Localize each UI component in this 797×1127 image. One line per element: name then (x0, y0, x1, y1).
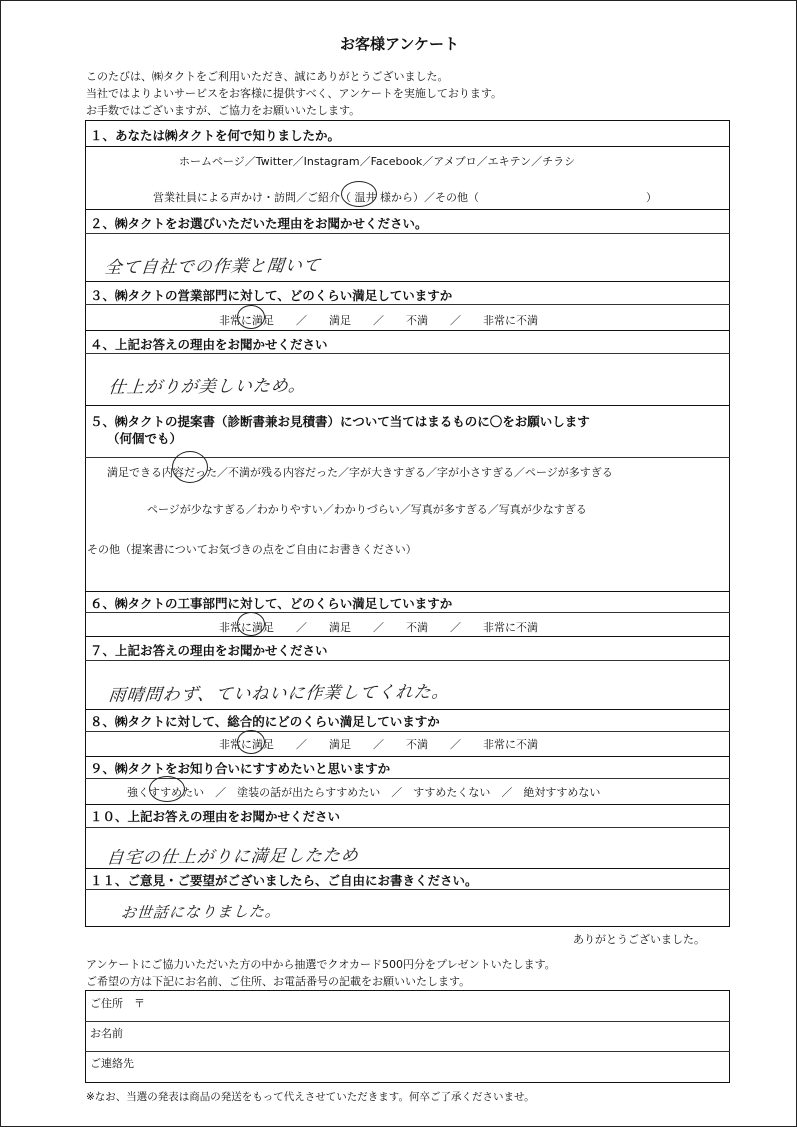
divider (85, 281, 730, 282)
q5-options-line1: 満足できる内容だった／不満が残る内容だった／字が大きすぎる／字が小さすぎる／ページが多すぎる (107, 466, 613, 479)
divider (85, 233, 730, 234)
selection-circle (237, 612, 265, 636)
thanks-text: ありがとうございました。 (573, 933, 705, 946)
divider (85, 636, 730, 637)
q7-handwritten-answer: 雨晴問わず、ていねいに作業してくれた。 (107, 682, 451, 706)
selection-circle (149, 776, 185, 802)
q3-label: ３、㈱タクトの営業部門に対して、どのくらい満足していますか (90, 288, 453, 303)
intro-line-3: お手数ではございますが、ご協力をお願いいたします。 (86, 104, 361, 117)
address-label: ご住所 〒 (90, 997, 145, 1010)
divider (85, 353, 730, 354)
q5-label: ５、㈱タクトの提案書（診断書兼お見積書）について当てはまるものに〇をお願いします (90, 414, 590, 429)
divider (85, 304, 730, 305)
page-title: お客様アンケート (339, 35, 460, 53)
divider (85, 405, 730, 406)
q2-handwritten-answer: 全て自社での作業と聞いて (103, 255, 322, 279)
divider (85, 146, 730, 147)
phone-label: ご連絡先 (90, 1057, 134, 1070)
divider (85, 868, 730, 869)
q3-options: 非常に満足 ／ 満足 ／ 不満 ／ 非常に不満 (219, 314, 538, 327)
footnote: ※なお、当選の発表は商品の発送をもって代えさせていただきます。何卒ご了承くださいませ。 (86, 1091, 535, 1103)
selection-circle (237, 305, 265, 329)
q6-label: ６、㈱タクトの工事部門に対して、どのくらい満足していますか (90, 596, 453, 611)
q5-options-line2: ページが少なすぎる／わかりやすい／わかりづらい／写真が多すぎる／写真が少なすぎる (147, 503, 587, 516)
q5-other: その他（提案書についてお気づきの点をご自由にお書きください） (87, 543, 417, 556)
q1-close-paren: ） (646, 191, 657, 204)
intro-line-1: このたびは、㈱タクトをご利用いただき、誠にありがとうございました。 (86, 70, 449, 83)
q6-options: 非常に満足 ／ 満足 ／ 不満 ／ 非常に不満 (219, 621, 538, 634)
q8-label: ８、㈱タクトに対して、総合的にどのくらい満足していますか (90, 714, 440, 729)
divider (85, 709, 730, 710)
q1-label: １、あなたは㈱タクトを何で知りましたか。 (90, 128, 341, 143)
selection-circle (237, 730, 265, 754)
q8-options: 非常に満足 ／ 満足 ／ 不満 ／ 非常に不満 (219, 738, 538, 751)
q11-label: １１、ご意見・ご要望がございましたら、ご自由にお書きください。 (90, 873, 478, 888)
divider (85, 804, 730, 805)
q10-label: １０、上記お答えの理由をお聞かせください (90, 809, 341, 824)
campaign-line-2: ご希望の方は下記にお名前、ご住所、お電話番号の記載をお願いいたします。 (86, 975, 471, 988)
selection-circle (341, 181, 377, 207)
q2-label: ２、㈱タクトをお選びいただいた理由をお聞かせください。 (90, 216, 428, 231)
divider (85, 660, 730, 661)
name-input-line (481, 1021, 729, 1022)
intro-line-2: 当社ではよりよいサービスをお客様に提供すべく、アンケートを実施しております。 (86, 87, 503, 100)
q7-label: ７、上記お答えの理由をお聞かせください (90, 643, 328, 658)
phone-input-line (481, 1051, 729, 1052)
questions-table (85, 120, 730, 927)
selection-circle (172, 451, 208, 483)
divider (85, 591, 730, 592)
q1-options-line1: ホームページ／Twitter／Instagram／Facebook／アメブロ／エキテン／チラシ (179, 155, 576, 168)
divider (85, 330, 730, 331)
divider (85, 778, 730, 779)
divider (85, 612, 730, 613)
q9-label: ９、㈱タクトをお知り合いにすすめたいと思いますか (90, 761, 391, 776)
contact-box (85, 990, 730, 1083)
q4-label: ４、上記お答えの理由をお聞かせください (90, 337, 328, 352)
divider (85, 731, 730, 732)
q1-options-line2: 営業社員による声かけ・訪問／ご紹介（ 温井 様から）／その他（ (153, 191, 479, 204)
divider (85, 827, 730, 828)
q10-handwritten-answer: 自宅の仕上がりに満足したため (105, 845, 360, 869)
q11-handwritten-answer: お世話になりました。 (120, 902, 282, 922)
divider (85, 209, 730, 210)
divider (85, 889, 730, 890)
q5-label-sub: （何個でも） (107, 431, 183, 446)
q9-options: 強くすすめたい ／ 塗装の話が出たらすすめたい ／ すすめたくない ／ 絶対すすめない (127, 786, 601, 799)
q4-handwritten-answer: 仕上がりが美しいため。 (107, 375, 308, 399)
campaign-line-1: アンケートにご協力いただいた方の中から抽選でクオカード500円分をプレゼントいたします。 (86, 958, 556, 971)
name-label: お名前 (90, 1027, 123, 1040)
divider (85, 756, 730, 757)
